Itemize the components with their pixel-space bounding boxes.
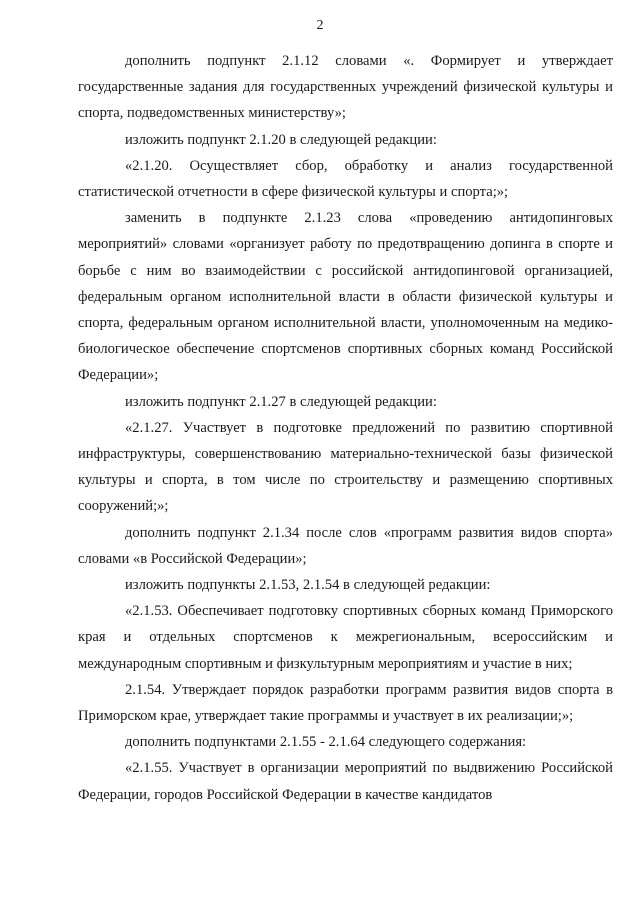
- paragraph: «2.1.20. Осуществляет сбор, обработку и анализ государственной статистической отчетности в сфере физической культуры и спорта;»;: [78, 157, 613, 201]
- paragraph: заменить в подпункте 2.1.23 слова «проведению антидопинговых мероприятий» словами «организует работу по предотвращению допинга в спорте и борьбе с ним во взаимодействии с российской антидопинговой организацией, федеральным органом исполнительной власти в области физической культуры и спорта, федеральным органом исполнительной власти, уполномоченным на медико-биологическое обеспечение спортсменов спортивных сборных команд Российской Федерации»;: [78, 210, 613, 384]
- paragraph: «2.1.27. Участвует в подготовке предложений по развитию спортивной инфраструктуры, совершенствованию материально-технической базы физической культуры и спорта, в том числе по строительству и размещению спортивных сооружений;»;: [78, 419, 613, 515]
- paragraph: «2.1.55. Участвует в организации мероприятий по выдвижению Российской Федерации, городов Российской Федерации в качестве кандидатов: [78, 760, 613, 803]
- paragraph: изложить подпункт 2.1.27 в следующей редакции:: [125, 393, 437, 410]
- paragraph: 2.1.54. Утверждает порядок разработки программ развития видов спорта в Приморском крае, утверждает такие программы и участвует в их реализации;»;: [78, 681, 613, 725]
- paragraph: изложить подпункты 2.1.53, 2.1.54 в следующей редакции:: [125, 577, 491, 594]
- paragraph: дополнить подпункт 2.1.12 словами «. Формирует и утверждает государственные задания для государственных учреждений физической культуры и спорта, подведомственных министерству»;: [78, 53, 613, 122]
- paragraph: изложить подпункт 2.1.20 в следующей редакции:: [125, 131, 437, 148]
- paragraph: дополнить подпунктами 2.1.55 - 2.1.64 следующего содержания:: [125, 734, 527, 751]
- document-body: [78, 48, 613, 808]
- page-number: 2: [316, 18, 324, 33]
- paragraph: «2.1.53. Обеспечивает подготовку спортивных сборных команд Приморского края и отдельных спортсменов к межрегиональным, всероссийским и международным спортивным и физкультурным мероприятиям и участие в них;: [78, 603, 613, 672]
- paragraph: дополнить подпункт 2.1.34 после слов «программ развития видов спорта» словами «в Российской Федерации»;: [78, 524, 613, 567]
